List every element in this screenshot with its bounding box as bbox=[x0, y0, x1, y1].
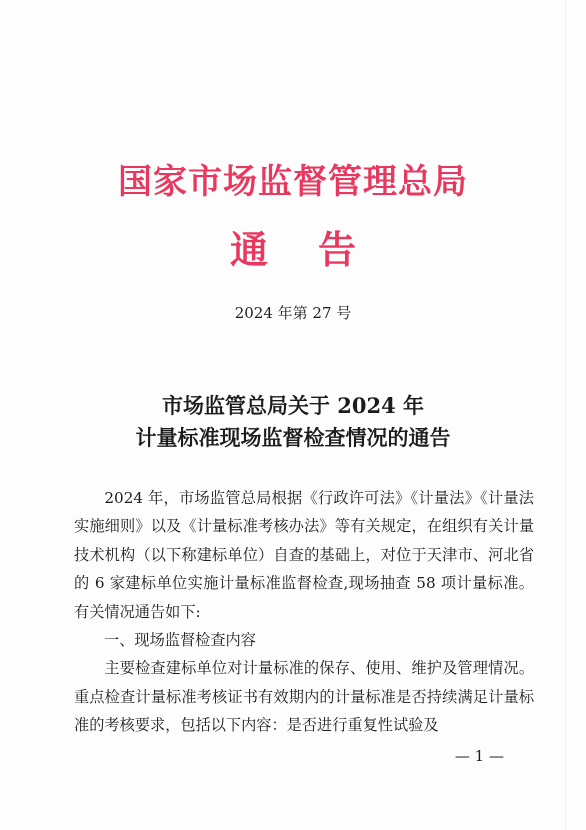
notice-title-line-2: 计量标准现场监督检查情况的通告 bbox=[135, 425, 451, 450]
notice-word: 通告 bbox=[229, 227, 406, 272]
section-1-paragraph: 主要检查建标单位对计量标准的保存、使用、维护及管理情况。重点检查计量标准考核证书有效期内的计量标准是否持续满足计量标准的考核要求，包括以下内容：是否进行重复性试验及 bbox=[74, 659, 534, 735]
notice-title bbox=[0, 390, 586, 454]
page-number: — 1 — bbox=[454, 747, 504, 765]
notice-title-line-1: 市场监管总局关于 2024 年 bbox=[161, 393, 425, 418]
notice-body bbox=[74, 484, 534, 740]
document-number: 2024 年第 27 号 bbox=[234, 304, 352, 322]
section-1-heading: 一、现场监督检查内容 bbox=[104, 631, 256, 650]
intro-paragraph: 2024 年，市场监管总局根据《行政许可法》《计量法》《计量法实施细则》以及《计量标准考核办法》等有关规定，在组织有关计量技术机构（以下称建标单位）自查的基础上，对位于天津市、河北省的 6 家建标单位实施计量标准监督检查,现场抽查 58 项计量标准。有关情况通告如下: bbox=[74, 489, 534, 621]
agency-name: 国家市场监督管理总局 bbox=[118, 162, 468, 202]
